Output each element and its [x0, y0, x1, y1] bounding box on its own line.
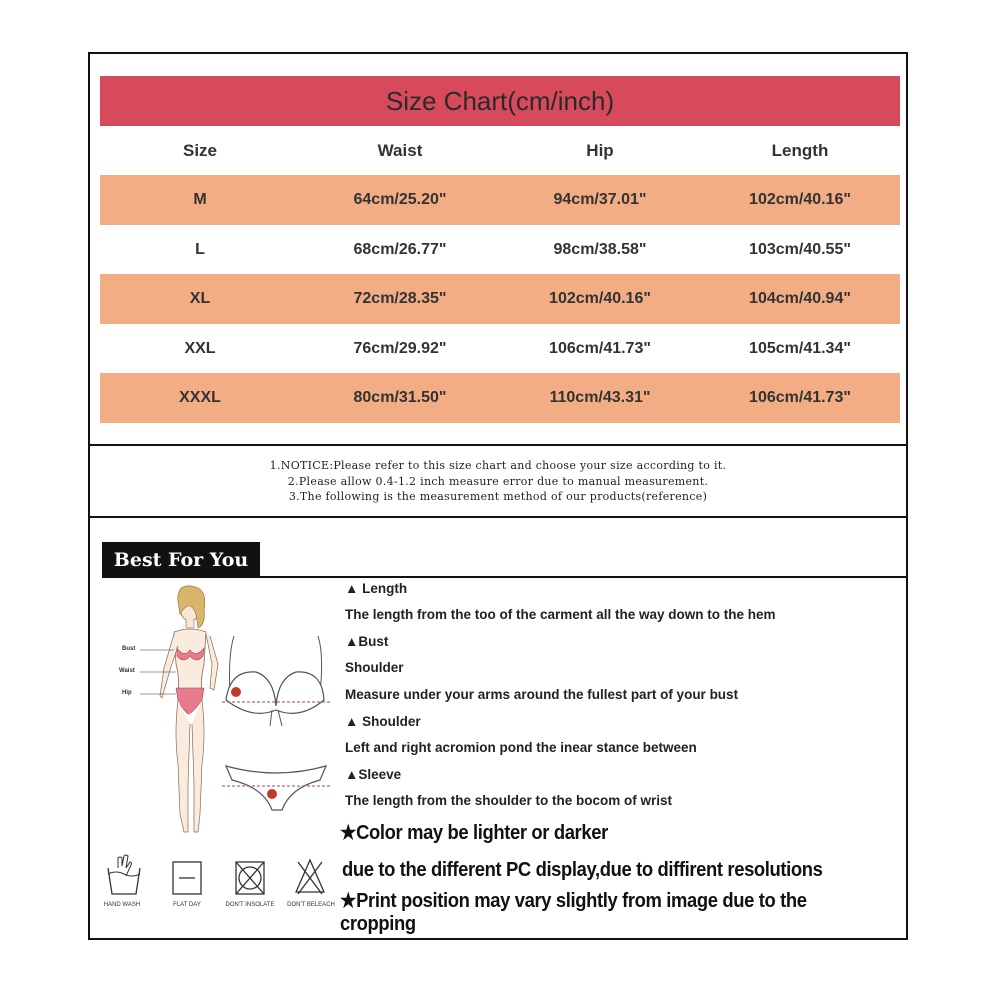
best-for-you-heading: Best For You	[102, 542, 260, 578]
cell-size: L	[195, 241, 205, 258]
cell-length: 103cm/40.55"	[749, 241, 851, 258]
care-label-do-not-bleach: DON'T BELEACH	[287, 902, 335, 908]
care-label-hand-wash: HAND WASH	[103, 902, 141, 908]
heading-underline	[102, 576, 908, 578]
size-chart-card	[88, 52, 908, 940]
cell-waist: 64cm/25.20"	[353, 191, 447, 208]
note-print-position: ★Print position may vary slightly from image due to the cropping	[340, 890, 807, 935]
notice-line-2: 2.Please allow 0.4-1.2 inch measure error due to manual measurement.	[287, 474, 709, 488]
notice-line-1: 1.NOTICE:Please refer to this size chart and choose your size according to it.	[269, 459, 727, 472]
cell-length: 105cm/41.34"	[749, 340, 851, 357]
bikini-bottom-diagram	[220, 762, 335, 814]
do-not-tumble-dry-icon	[232, 854, 268, 898]
table-row	[100, 324, 900, 374]
cell-length: 102cm/40.16"	[749, 191, 851, 208]
note-display: due to the different PC display,due to diffirent resolutions	[342, 859, 823, 881]
care-label-flat-dry: FLAT DAY	[173, 902, 201, 908]
measure-text-sleeve: The length from the shoulder to the bocom of wrist	[345, 793, 672, 808]
cell-hip: 98cm/38.58"	[553, 241, 647, 258]
cell-hip: 94cm/37.01"	[553, 191, 647, 208]
cell-size: XXL	[184, 340, 216, 357]
cell-size: XXXL	[179, 389, 221, 406]
cell-length: 104cm/40.94"	[749, 290, 851, 307]
hand-wash-icon	[104, 854, 144, 898]
bikini-top-diagram	[220, 634, 335, 739]
measure-text-length: The length from the too of the carment all the way down to the hem	[345, 607, 776, 622]
header-length: Length	[771, 141, 829, 160]
label-hip: Hip	[122, 690, 132, 696]
cell-size: M	[193, 191, 207, 208]
cell-hip: 102cm/40.16"	[549, 290, 651, 307]
measure-heading-bust: ▲Bust	[345, 634, 389, 649]
label-waist: Waist	[119, 668, 135, 674]
flat-dry-icon	[170, 854, 204, 898]
header-hip: Hip	[586, 141, 614, 160]
table-row	[100, 274, 900, 324]
label-bust: Bust	[122, 646, 136, 652]
cell-length: 106cm/41.73"	[749, 389, 851, 406]
note-color: ★Color may be lighter or darker	[340, 822, 608, 844]
divider	[90, 516, 906, 518]
notice-block	[90, 458, 906, 505]
cell-waist: 80cm/31.50"	[353, 389, 447, 406]
table-row	[100, 225, 900, 275]
table-row	[100, 175, 900, 225]
chart-title-bar	[100, 76, 900, 126]
cell-hip: 110cm/43.31"	[549, 389, 651, 406]
measure-text-bust: Measure under your arms around the fullest part of your bust	[345, 687, 739, 702]
header-waist: Waist	[377, 141, 423, 160]
cell-waist: 72cm/28.35"	[353, 290, 447, 307]
measure-heading-length: ▲ Length	[345, 581, 408, 596]
measure-heading-sleeve: ▲Sleeve	[345, 767, 402, 782]
cell-waist: 68cm/26.77"	[353, 241, 447, 258]
divider	[90, 444, 906, 446]
cell-size: XL	[189, 290, 211, 307]
measure-heading-shoulder: ▲ Shoulder	[345, 714, 421, 729]
notice-line-3: 3.The following is the measurement method of our products(reference)	[288, 490, 708, 503]
table-header-row	[100, 126, 900, 176]
header-size: Size	[182, 141, 218, 160]
care-label-do-not-insolate: DON'T INSOLATE	[225, 902, 275, 908]
do-not-bleach-icon	[292, 854, 328, 898]
table-row	[100, 373, 900, 423]
measure-text-shoulder: Left and right acromion pond the inear stance between	[345, 740, 697, 755]
measure-text-shoulder-label: Shoulder	[345, 660, 404, 675]
cell-hip: 106cm/41.73"	[549, 340, 651, 357]
cell-waist: 76cm/29.92"	[353, 340, 447, 357]
chart-title: Size Chart(cm/inch)	[385, 85, 615, 116]
